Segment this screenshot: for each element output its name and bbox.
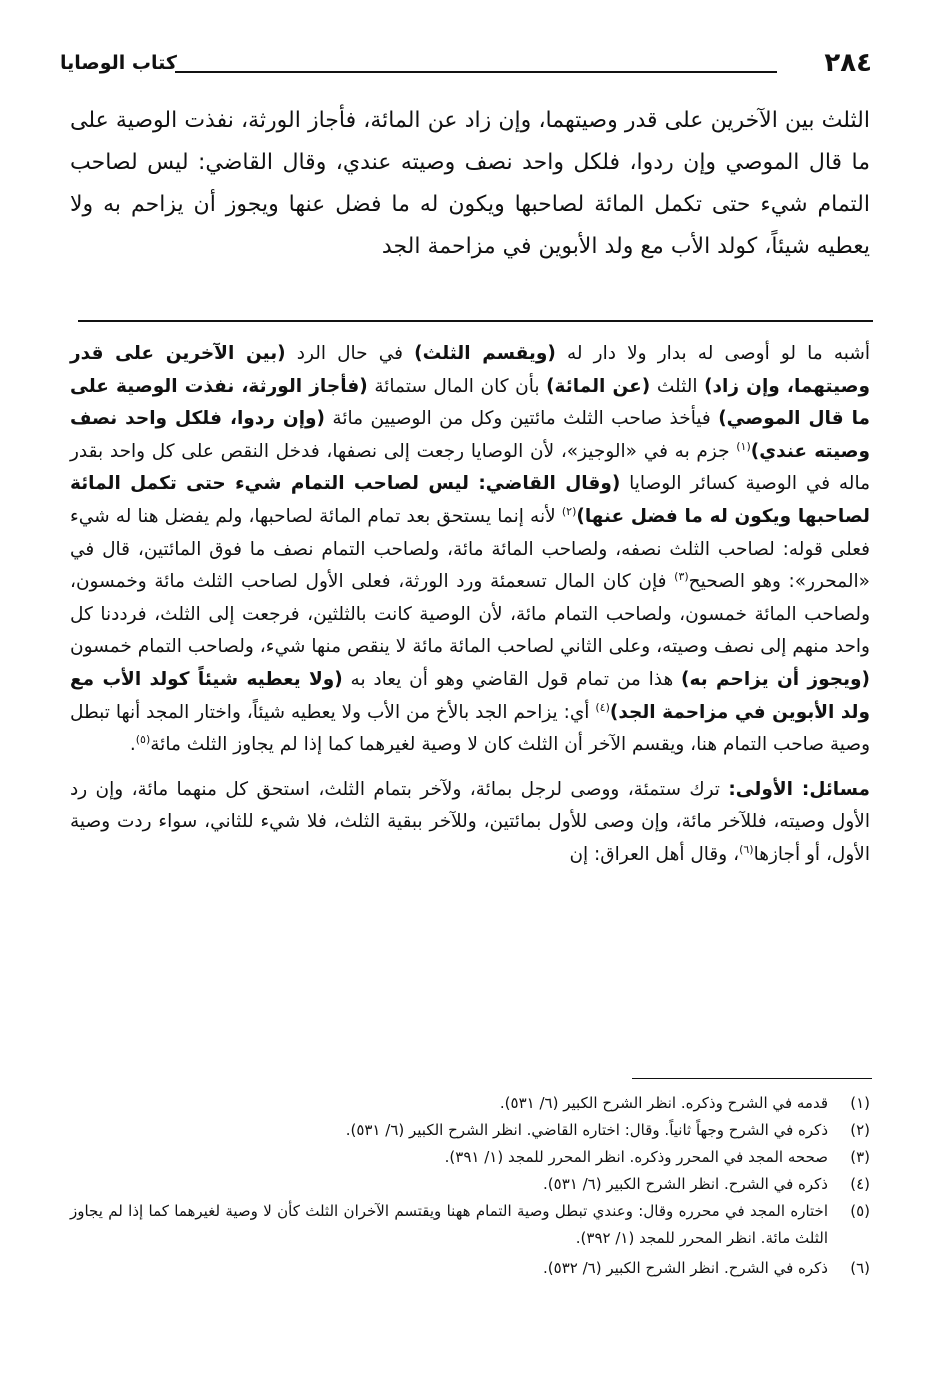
quoted-matn: (ولا يعطيه شيئاً كولد الأب مع ولد الأبوين في مزاحمة الجد) xyxy=(70,668,870,723)
footnote-ref[interactable]: (١) xyxy=(736,439,751,453)
footnote-rule xyxy=(632,1078,872,1079)
footnote xyxy=(70,1144,870,1171)
footnote-text: ذكره في الشرح وجهاً ثانياً. وقال: اختاره القاضي. انظر الشرح الكبير (٦/ ٥٣١). xyxy=(345,1121,828,1139)
footnote-ref[interactable]: (٥) xyxy=(135,732,151,746)
main-text: الثلث بين الآخرين على قدر وصيتهما، وإن زاد عن المائة، فأجاز الورثة، نفذت الوصية على ما قال الموصي وإن ردوا، فلكل واحد نصف وصيته عندي، وقال القاضي: ليس لصاحب التمام شيء حتى تكمل المائة لصاحبها ويكون له ما فضل عنها ويجوز أن يزاحم به ولا يعطيه شيئاً، كولد الأب مع ولد الأبوين في مزاحمة الجد xyxy=(70,108,870,259)
footnote-number: (٥) xyxy=(850,1202,870,1220)
footnote-number: (٦) xyxy=(850,1259,870,1277)
text-commentary-separator xyxy=(78,320,873,322)
footnote xyxy=(70,1198,870,1252)
footnotes xyxy=(70,1090,870,1282)
footnote-number: (٣) xyxy=(850,1148,870,1166)
footnote xyxy=(70,1171,870,1198)
issues-paragraph: مسائل: الأولى: ترك ستمئة، ووصى لرجل بمائة، ولآخر بتمام الثلث، استحق كل منهما مائة، وإن رد الأول وصيته، فللآخر مائة، وإن وصى للأول بمائتين، وللآخر ببقية الثلث، فلا شيء للثاني، سواء ردت وصية الأول، أو أجازها$^{(٦)}$، وقال أهل العراق: إن xyxy=(70,778,871,865)
commentary-paragraph: أشبه ما لو أوصى له بدار ولا دار له (ويقسم الثلث) في حال الرد (بين الآخرين على قدر وصيتهما، وإن زاد) الثلث (عن المائة) بأن كان المال ستمائة (فأجاز الورثة، نفذت الوصية على ما قال الموصي) فيأخذ صاحب الثلث مائتين وكل من الوصيين مائة (وإن ردوا، فلكل واحد نصف وصيته عندي)$^{(١)}$ جزم به في «الوجيز»، لأن الوصايا رجعت إلى نصفها، فدخل النقص على كل واحد بقدر ماله في الوصية كسائر الوصايا (وقال القاضي: ليس لصاحب التمام شيء حتى تكمل المائة لصاحبها ويكون له ما فضل عنها)$^{(٢)}$ لأنه إنما يستحق بعد تمام المائة لصاحبها، ولم يفضل هنا له شيء فعلى قوله: لصاحب الثلث نصفه، ولصاحب المائة مائة، ولصاحب التمام نصف ما فوق المائتين، قال في «المحرر»: وهو الصحيح$^{(٣)}$ فإن كان المال تسعمئة ورد الورثة، فعلى الأول لصاحب الثلث مائة وخمسون، ولصاحب المائة خمسون، ولصاحب التمام مائة، لأن الوصية كانت بالثلثين، فرجعت إلى الثلث، فرددنا كل واحد منهم إلى نصف وصيته، وعلى الثاني لصاحب المائة مائة لا ينقص منها شيء، ولصاحب التمام خمسون (ويجوز أن يزاحم به) هذا من تمام قول القاضي وهو أن يعاد به (ولا يعطيه شيئاً كولد الأب مع ولد الأبوين في مزاحمة الجد)$^{(٤)}$ أي: يزاحم الجد بالأخ من الأب ولا يعطيه شيئاً، واختار المجد أنها تبطل وصية صاحب التمام هنا، ويقسم الآخر أن الثلث كان لا وصية لغيرهما كما إذا لم يجاوز الثلث مائة$^{(٥)}$. xyxy=(70,343,871,756)
page-header xyxy=(60,48,872,88)
footnote-text: ذكره في الشرح. انظر الشرح الكبير (٦/ ٥٣٢). xyxy=(543,1259,828,1277)
footnote-number: (٢) xyxy=(850,1121,870,1139)
footnote xyxy=(70,1255,870,1282)
quoted-matn: (وإن ردوا، فلكل واحد نصف وصيته عندي) xyxy=(70,408,870,462)
quoted-matn: (ويقسم الثلث) xyxy=(414,343,556,364)
footnote-number: (١) xyxy=(850,1094,870,1112)
footnote-ref[interactable]: (٦) xyxy=(739,842,754,856)
footnote-text: اختاره المجد في محرره وقال: وعندي تبطل وصية التمام ههنا ويقتسم الآخران الثلث كأن لا وصية لغيرهما كما إذا لم يجاوز الثلث مائة. انظر المحرر للمجد (١/ ٣٩٢). xyxy=(70,1202,828,1247)
footnote-number: (٤) xyxy=(850,1175,870,1193)
header-rule xyxy=(175,71,777,73)
footnote-ref[interactable]: (٢) xyxy=(561,504,577,518)
footnote-text: ذكره في الشرح. انظر الشرح الكبير (٦/ ٥٣١). xyxy=(543,1175,828,1193)
footnote-ref[interactable]: (٣) xyxy=(674,570,689,583)
commentary xyxy=(70,338,870,872)
running-title: كتاب الوصايا xyxy=(60,52,177,74)
quoted-matn: (بين الآخرين على قدر وصيتهما، وإن زاد) xyxy=(70,343,871,397)
footnote xyxy=(70,1090,870,1117)
footnote-ref[interactable]: (٤) xyxy=(595,700,610,714)
issues-heading: مسائل: الأولى: xyxy=(728,778,871,800)
quoted-matn: (وقال القاضي: ليس لصاحب التمام شيء حتى تكمل المائة لصاحبها ويكون له ما فضل عنها) xyxy=(70,473,870,527)
quoted-matn: (فأجاز الورثة، نفذت الوصية على ما قال الموصي) xyxy=(70,375,870,430)
footnote xyxy=(70,1117,870,1144)
quoted-matn: (ويجوز أن يزاحم به) xyxy=(681,668,870,690)
quoted-matn: (عن المائة) xyxy=(546,375,651,397)
page-number: ٢٨٤ xyxy=(824,48,872,78)
footnote-text: قدمه في الشرح وذكره. انظر الشرح الكبير (٦/ ٥٣١). xyxy=(499,1094,828,1112)
footnote-text: صححه المجد في المحرر وذكره. انظر المحرر للمجد (١/ ٣٩١). xyxy=(444,1148,828,1166)
